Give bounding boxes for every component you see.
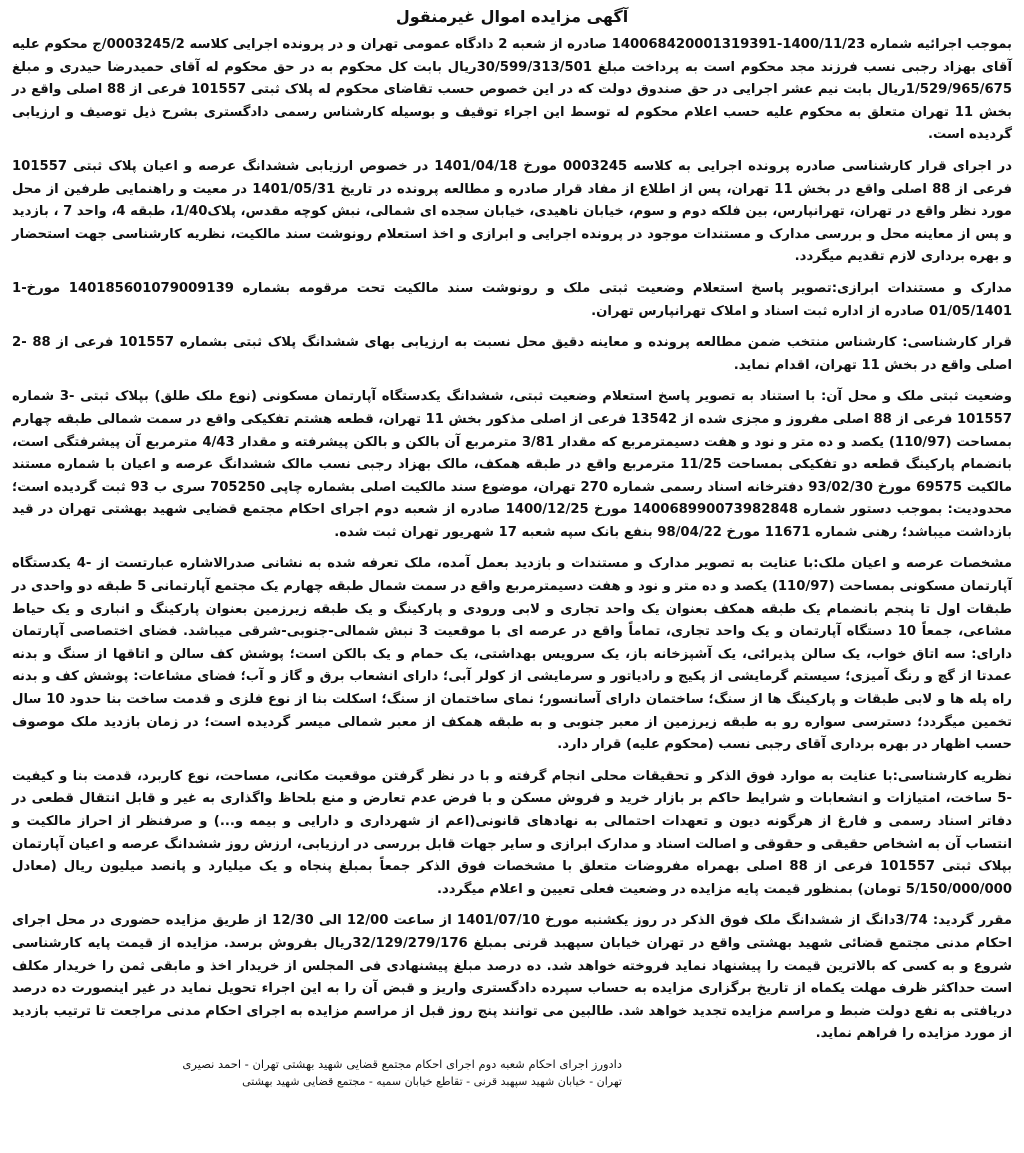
paragraph-documents: مدارک و مستندات ابرازی:تصویر پاسخ استعلام وضعیت ثبتی ملک و رونوشت سند مالکیت تحت مرقومه بشماره 140185601079009139 مورخ-1 01/05/1401 صادره از اداره ثبت اسناد و املاک تهرانپارس تهران.: [12, 280, 1012, 319]
address-line: تهران - خیابان شهید سپهبد قرنی - تقاطع خیابان سمیه - مجتمع قضایی شهید بهشتی: [242, 1074, 622, 1088]
paragraph-expert-mandate: قرار کارشناسی: کارشناس منتخب ضمن مطالعه پرونده و معاینه دقیق محل نسبت به ارزیابی بهای ششدانگ پلاک ثبتی بشماره 101557 فرعی از 88 -2 اصلی واقع در بخش 11 تهران، اقدام نماید.: [12, 335, 1012, 373]
notice-title: آگهی مزایده اموال غیرمنقول: [395, 7, 629, 26]
paragraph-execution-order: بموجب اجرائیه شماره 1400/11/23-140068420001319391 صادره از شعبه 2 دادگاه عمومی تهران و در پرونده اجرایی کلاسه 0003245/2/ج محکوم علیه آقای بهزاد رجبی نسب فرزند مجد محکوم است به پرداخت مبلغ 30/599/313/501ریال بابت کل محکوم به در حق محکوم له آقای حمیدرضا حیدری و مبلغ 1/529/965/675ریال بابت نیم عشر اجرایی در حق صندوق دولت که در این خصوص حسب تقاضای محکوم له پلاک ثبتی 101557 فرعی از 88 اصلی واقع در بخش 11 تهران متعلق به محکوم علیه حسب اعلام محکوم له توسط این اجراء توقیف و بوسیله کارشناس رسمی دادگستری بشرح ذیل توصیف و ارزیابی گردیده است.: [12, 37, 1013, 143]
paragraph-registration-status: وضعیت ثبتی ملک و محل آن: با استناد به تصویر پاسخ استعلام وضعیت ثبتی، ششدانگ یکدستگاه آپارتمان مسکونی (نوع ملک طلق) بپلاک ثبتی -3 شماره 101557 فرعی از 88 اصلی مفروز و مجزی شده از 13542 فرعی از اصلی مذکور بخش 11 تهران، قطعه هشتم تفکیکی واقع در سمت شمالی طبقه چهارم بمساحت (110/97) یکصد و ده متر و نود و هفت دسیمترمربع که مقدار 3/81 مترمربع آن بالکن و بالکن پیشرفته و مقدار 4/43 مترمربع آن پیشرفتگی است، بانضمام پارکینگ قطعه دو تفکیکی بمساحت 11/25 مترمربع واقع در طبقه همکف، مالک بهزاد رجبی نسب مالک ششدانگ عرصه و اعیان با شماره مستند مالکیت 69575 مورخ 93/02/30 دفترخانه اسناد رسمی شماره 270 تهران، موضوع سند مالکیت اصلی بشماره چاپی 705250 سری ب 93 ثبت گردیده است؛ محدودیت: بموجب دستور شماره 140068990073982848 مورخ 1400/12/25 صادره از شعبه دوم اجرای احکام مجتمع قضایی شهید بهشتی تهران در قید بازداشت میباشد؛ رهنی شماره 11671 مورخ 98/04/22 بنفع بانک سپه شعبه 17 شهریور تهران ثبت شده.: [12, 389, 1013, 540]
paragraph-auction-terms: مقرر گردید: 3/74دانگ از ششدانگ ملک فوق الذکر در روز یکشنبه مورخ 1401/07/10 از ساعت 12/00 الی 12/30 از طریق مزایده حضوری در محل اجرای احکام مدنی مجتمع قضائی شهید بهشتی واقع در تهران خیابان سپهبد قرنی بمبلغ 32/129/279/176ریال بفروش برسد. مزایده از قیمت پایه کارشناسی شروع و به کسی که بالاترین قیمت را پیشنهاد نماید فروخته خواهد شد. ده درصد مبلغ پیشنهادی فی المجلس از خریدار اخذ و مابقی ثمن را خریدار مکلف است حداکثر ظرف مهلت یکماه از تاریخ برگزاری مزایده به حساب سپرده دادگستری واریز و قبض آن را به این اجراء تحویل نماید در غیر اینصورت ده درصد دریافتی به نفع دولت ضبط و مراسم مزایده تجدید خواهد شد. طالبین می توانند پنج روز قبل از مراسم مزایده به اجرای احکام مدنی مراجعت تا ترتیب بازدید از مورد مزایده را فراهم نماید.: [12, 913, 1012, 1042]
paragraph-expert-assignment: در اجرای قرار کارشناسی صادره پرونده اجرایی به کلاسه 0003245 مورخ 1401/04/18 در خصوص ارزیابی ششدانگ عرصه و اعیان پلاک ثبتی 101557 فرعی از 88 اصلی واقع در بخش 11 تهران، پس از اطلاع از مفاد قرار صادره و مطالعه پرونده در تاریخ 1401/05/31 در معیت و راهنمایی طرفین از محل مورد نظر واقع در تهران، تهرانپارس، بین فلکه دوم و سوم، خیابان ناهیدی، خیابان سجده ای شمالی، نبش کوچه مقدس، پلاک1/40، طبقه 4، واحد 7 ، بازدید و پس از معاینه محل و بررسی مدارک و مستندات موجود در پرونده اجرایی و ابرازی و اخذ استعلام رونوشت سند مالکیت، نظریه کارشناسی جهت استحضار و بهره برداری لازم تقدیم میگردد.: [12, 158, 1013, 265]
paragraph-property-specs: مشخصات عرصه و اعیان ملک:با عنایت به تصویر مدارک و مستندات و بازدید بعمل آمده، ملک تعرفه شده به نشانی صدرالاشاره عبارتست از -4 یکدستگاه آپارتمان مسکونی بمساحت (110/97) یکصد و ده متر و نود و هفت دسیمترمربع واقع در سمت شمال طبقه چهارم یک مجتمع آپارتمانی 5 طبقه دو واحدی در طبقات اول تا پنجم بانضمام یک طبقه همکف بعنوان یک واحد تجاری و لابی ورودی و پارکینگ و یک طبقه زیرزمین بعنوان پارکینگ و انباری و یک حیاط مشاعی، جمعاً 10 دستگاه آپارتمان و یک واحد تجاری، تماماً واقع در عرصه ای با موقعیت 3 نبش شمالی-جنوبی-شرقی میباشد. فضای اختصاصی آپارتمان دارای: سه اتاق خواب، یک سالن پذیرائی، یک آشپزخانه باز، یک سرویس بهداشتی، یک حمام و یک بالکن است؛ پوشش کف سالن و اتاقها از سنگ و بدنه عمدتا از گچ و رنگ آمیزی؛ سیستم گرمایشی از پکیج و رادیاتور و سرمایشی از کولر آبی؛ دارای انشعاب برق و گاز و آب؛ فضای مشاعات: پوشش کف و بدنه راه پله ها و لابی طبقات و پارکینگ ها از سنگ؛ ساختمان دارای آسانسور؛ نمای ساختمان از سنگ؛ اسکلت بنا از نوع فلزی و قدمت ساخت بنا حدود 10 سال تخمین میگردد؛ دسترسی سواره رو به طبقه زیرزمین از معبر جنوبی و به طبقه همکف از معبر شمالی میسر گردیده است؛ در زمان بازدید ملک موصوف حسب اظهار در بهره برداری آقای رجبی نسب (محکوم علیه) قرار دارد.: [12, 556, 1012, 753]
signature-line: دادورز اجرای احکام شعبه دوم اجرای احکام مجتمع قضایی شهید بهشتی تهران - احمد نصیری: [182, 1056, 622, 1071]
paragraph-expert-opinion: نظریه کارشناسی:با عنایت به موارد فوق الذکر و تحقیقات محلی انجام گرفته و با در نظر گرفتن موقعیت مکانی، مساحت، نوع کاربرد، قدمت بنا و کیفیت -5 ساخت، امتیازات و انشعابات و شرایط حاکم بر بازار خرید و فروش مسکن و با فرض عدم تعارض و منع بلحاظ واگذاری به غیر و قابل انتقال قطعی در دفاتر اسناد رسمی و فارغ از هرگونه دیون و تعهدات احتمالی به نهادهای قانونی(اعم از شهرداری و دارایی و بیمه و...) و صرفنظر از احراز مالکیت و انتساب آن به اشخاص حقیقی و حقوقی و اصالت اسناد و مدارک ابرازی و سایر جهات قابل بررسی در ارزیابی، ارزش روز ششدانگ عرصه و اعیان آپارتمان بپلاک ثبتی 101557 فرعی از 88 اصلی بهمراه مفروضات متعلق با مشخصات فوق الذکر جمعاً بمبلغ پنجاه و یک میلیارد و پانصد میلیون ریال (معادل 5/150/000/000 تومان) بمنظور قیمت پایه مزایده در وضعیت فعلی تعیین و اعلام میگردد.: [12, 768, 1013, 897]
